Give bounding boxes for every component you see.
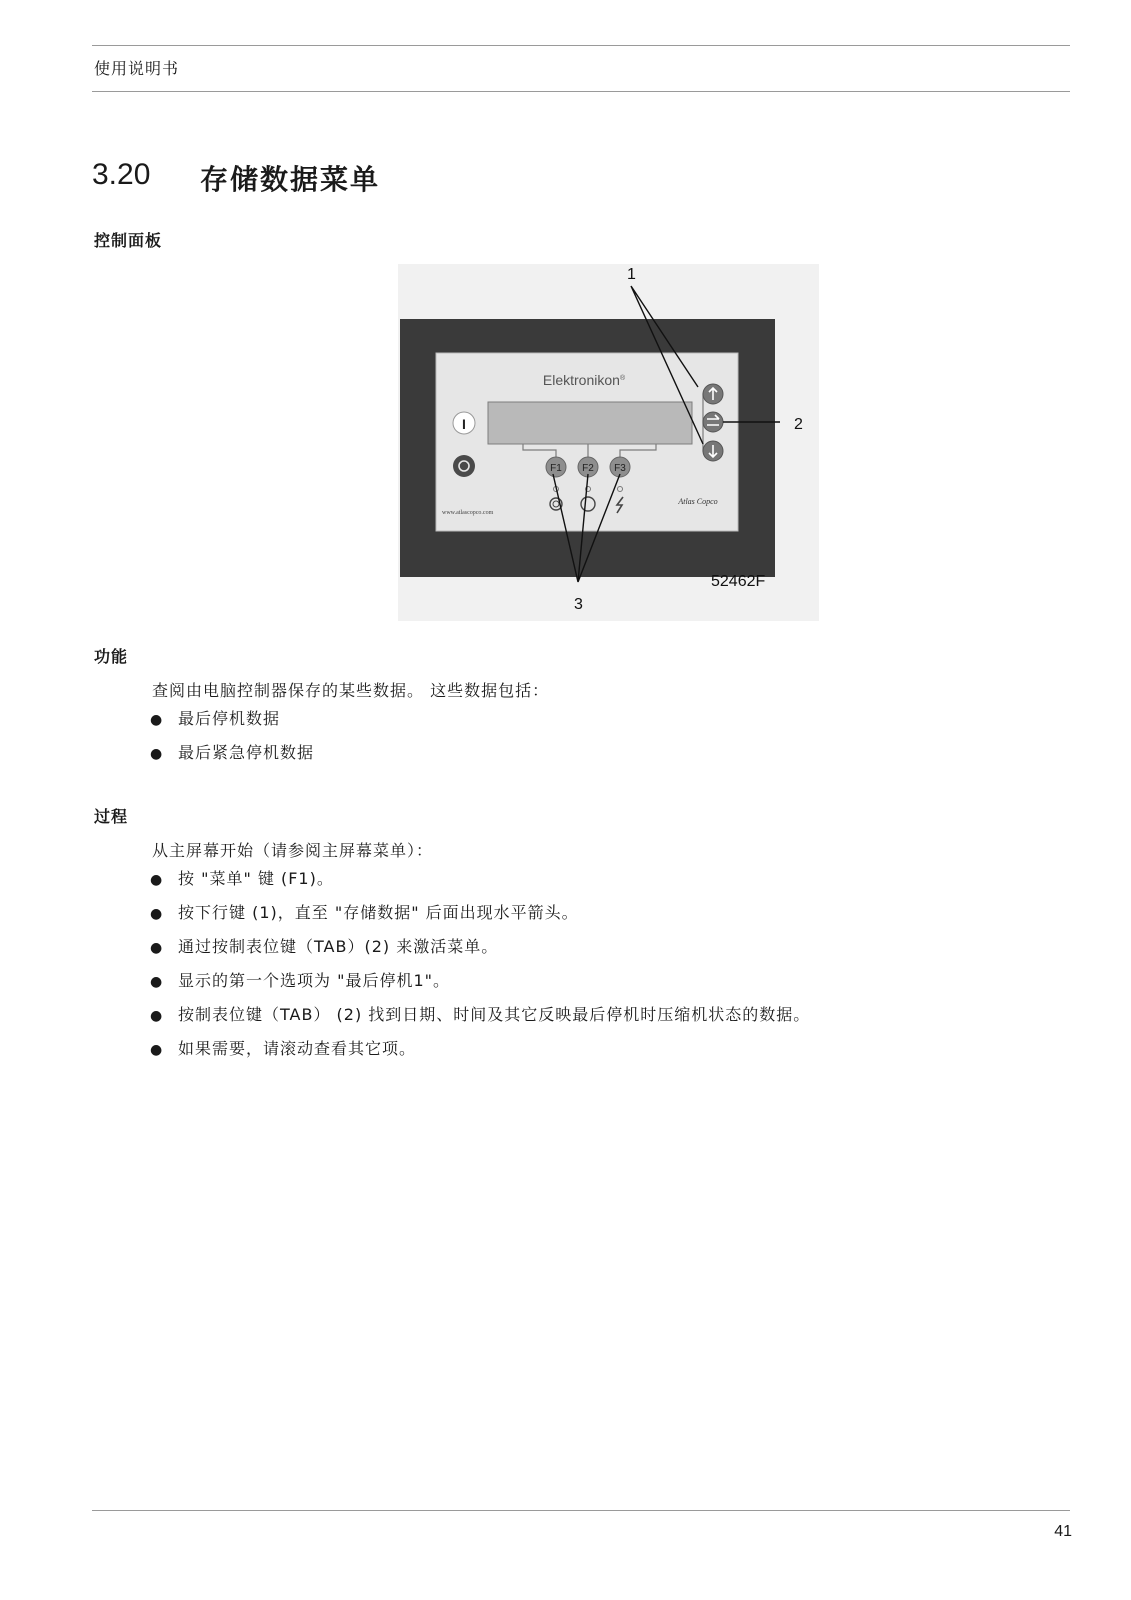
function-heading: 功能 — [94, 647, 129, 666]
list-item-text: 如果需要，请滚动查看其它项。 — [178, 1039, 417, 1058]
procedure-heading: 过程 — [94, 807, 129, 826]
procedure-bullet-list — [150, 862, 810, 1066]
list-item-text: 按下行键 (1)，直至 "存储数据" 后面出现水平箭头。 — [178, 903, 579, 922]
list-item — [150, 862, 810, 896]
control-panel-heading: 控制面板 — [94, 231, 163, 250]
procedure-intro: 从主屏幕开始（请参阅主屏幕菜单）： — [152, 841, 434, 860]
running-header: 使用说明书 — [94, 59, 180, 78]
list-item-text: 最后紧急停机数据 — [178, 743, 315, 762]
list-item — [150, 702, 314, 736]
display-window — [488, 402, 692, 444]
bullet-dot: ● — [150, 906, 164, 922]
list-item — [150, 896, 810, 930]
list-item-text: 最后停机数据 — [178, 709, 281, 728]
figure-id-label: 52462F — [711, 573, 766, 590]
footer-rule — [92, 1510, 1070, 1511]
bullet-dot: ● — [150, 940, 164, 956]
callout-2-label: 2 — [794, 416, 803, 433]
list-item — [150, 930, 810, 964]
header-bottom-rule — [92, 91, 1070, 92]
bullet-dot: ● — [150, 712, 164, 728]
brand-logo: Atlas Copco — [678, 497, 718, 506]
stop-button — [453, 455, 475, 477]
bullet-dot: ● — [150, 1008, 164, 1024]
control-panel-illustration — [398, 264, 819, 621]
section-title: 存储数据菜单 — [200, 163, 381, 196]
page-number: 41 — [1054, 1523, 1072, 1540]
list-item-text: 显示的第一个选项为 "最后停机1"。 — [178, 971, 450, 990]
brand-label: Elektronikon® — [542, 372, 626, 388]
function-key-f3-label: F3 — [614, 463, 626, 474]
header-top-rule — [92, 45, 1070, 46]
bullet-dot: ● — [150, 1042, 164, 1058]
bullet-dot: ● — [150, 746, 164, 762]
function-bullet-list — [150, 702, 314, 770]
callout-3-label: 3 — [574, 596, 583, 613]
list-item-text: 通过按制表位键（TAB）(2) 来激活菜单。 — [178, 937, 499, 956]
list-item — [150, 964, 810, 998]
callout-1-label: 1 — [627, 266, 636, 283]
function-key-f1-label: F1 — [550, 463, 562, 474]
function-key-f2-label: F2 — [582, 463, 594, 474]
list-item-text: 按制表位键（TAB） (2) 找到日期、时间及其它反映最后停机时压缩机状态的数据。 — [178, 1005, 811, 1024]
bullet-dot: ● — [150, 872, 164, 888]
bullet-dot: ● — [150, 974, 164, 990]
control-panel-figure — [398, 264, 819, 621]
list-item — [150, 998, 810, 1032]
tab-key — [703, 412, 723, 432]
function-intro: 查阅由电脑控制器保存的某些数据。 这些数据包括： — [152, 681, 550, 700]
section-number: 3.20 — [92, 158, 151, 191]
start-button-label: I — [462, 416, 466, 432]
list-item — [150, 736, 314, 770]
website-label: www.atlascopco.com — [442, 510, 494, 516]
list-item — [150, 1032, 810, 1066]
list-item-text: 按 "菜单" 键 (F1)。 — [178, 869, 334, 888]
